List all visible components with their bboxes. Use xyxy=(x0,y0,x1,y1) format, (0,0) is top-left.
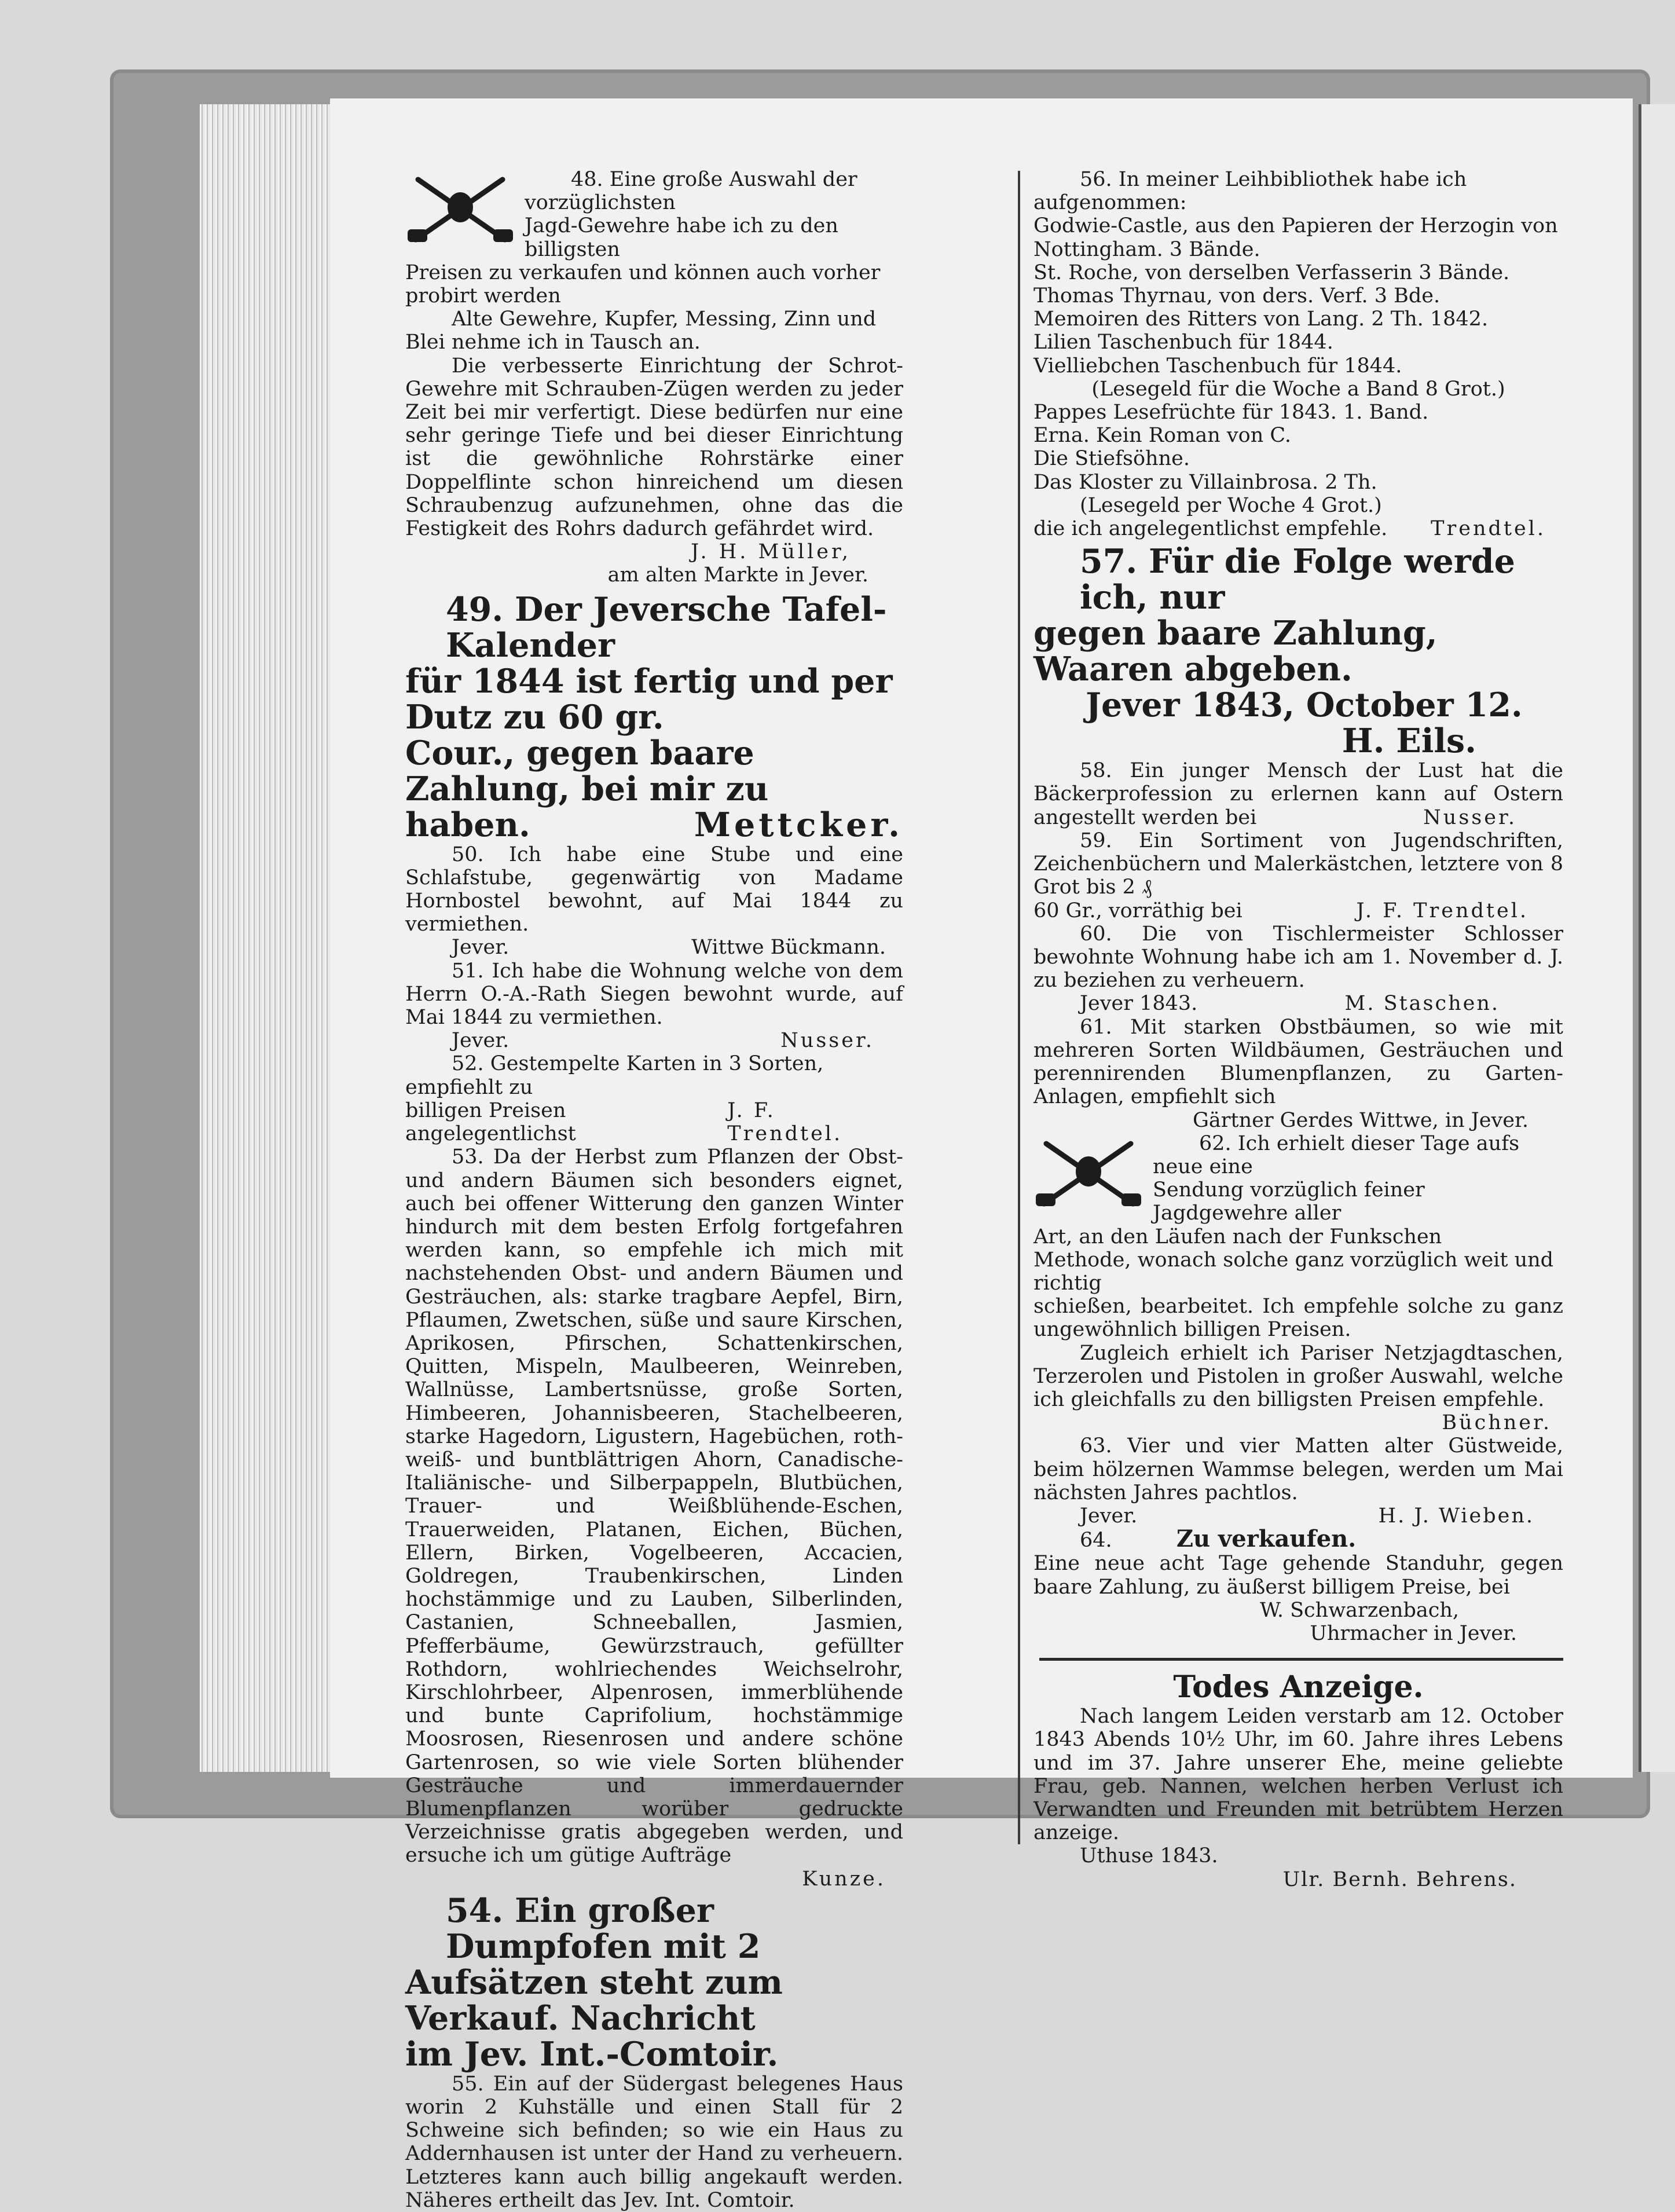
death-notice-text: Nach langem Leiden verstarb am 12. October 1843 Abends 10½ Uhr, im 60. Jahre ihres Lebens und im 37. Jahre unserer Ehe, meine geliebte Frau, geb. Nannen, welchen herben Verlust ich Verwandten und Freunden mit betrübtem Herzen anzeige. xyxy=(1033,1705,1563,1845)
advert-56-line-2: Godwie-Castle, aus den Papieren der Herzogin von xyxy=(1033,214,1558,238)
advert-61-signature: Gärtner Gerdes Wittwe, in Jever. xyxy=(1192,1108,1529,1132)
advert-50-place: Jever. xyxy=(452,936,510,959)
advert-62-rest: schießen, bearbeitet. Ich empfehle solche zu ganz ungewöhnlich billigen Preisen. xyxy=(1033,1295,1563,1342)
advert-63-place: Jever. xyxy=(1080,1504,1138,1528)
advert-49 xyxy=(405,589,903,844)
advert-52-line-1: 52. Gestempelte Karten in 3 Sorten, empfiehlt zu xyxy=(405,1052,824,1099)
advert-56-line-4: St. Roche, von derselben Verfasserin 3 Bände. xyxy=(1033,261,1510,284)
advert-63 xyxy=(1033,1434,1563,1528)
advert-62 xyxy=(1033,1132,1563,1435)
advert-52-line-2: billigen Preisen angelegentlichst xyxy=(405,1098,576,1146)
advert-62-line-3: Art, an den Läufen nach der Funkschen xyxy=(1033,1225,1442,1248)
advert-54-line-3: im Jev. Int.-Comtoir. xyxy=(405,2034,779,2074)
advert-59-price: 60 Gr., vorräthig bei xyxy=(1033,899,1242,922)
advert-50 xyxy=(405,843,903,959)
section-divider xyxy=(1039,1658,1563,1661)
advert-59-signature: J. F. Trendtel. xyxy=(1356,899,1529,922)
advert-56-line-7: Lilien Taschenbuch für 1844. xyxy=(1033,331,1333,354)
advert-48-para-2: Alte Gewehre, Kupfer, Messing, Zinn und Blei nehme ich in Tausch an. xyxy=(405,307,877,354)
advert-61 xyxy=(1033,1016,1563,1132)
advert-55 xyxy=(405,2072,903,2212)
advert-58 xyxy=(1033,759,1563,829)
advert-51-place: Jever. xyxy=(452,1029,510,1053)
advert-60-place: Jever 1843. xyxy=(1080,992,1198,1016)
advert-57-line-2: gegen baare Zahlung, Waaren abgeben. xyxy=(1033,614,1438,689)
advert-57-line-3: Jever 1843, October 12. xyxy=(1086,686,1523,725)
advert-48-line-3: Preisen zu verkaufen und können auch vorher xyxy=(405,261,881,284)
advert-57-signature: H. Eils. xyxy=(1342,722,1476,761)
advert-64-text: Eine neue acht Tage gehende Standuhr, gegen baare Zahlung, zu äußerst billigem Preise, bei xyxy=(1033,1552,1563,1599)
advert-53-signature: Kunze. xyxy=(802,1867,886,1891)
advert-54-line-2: Aufsätzen steht zum Verkauf. Nachricht xyxy=(405,1962,783,2038)
advert-50-text: 50. Ich habe eine Stube und eine Schlafstube, gegenwärtig von Madame Hornbostel bewohnt, auf Mai 1844 zu vermiethen. xyxy=(405,843,903,936)
advert-48-address: am alten Markte in Jever. xyxy=(607,563,868,587)
advert-64-signature: W. Schwarzenbach, xyxy=(1259,1598,1459,1622)
advert-49-line-4: haben. xyxy=(405,805,530,844)
advert-53 xyxy=(405,1145,903,1891)
advert-56-fee-1: (Lesegeld für die Woche a Band 8 Grot.) xyxy=(1091,377,1505,401)
advert-48-signature: J. H. Müller, xyxy=(691,540,851,564)
advert-56-fee-2: (Lesegeld per Woche 4 Grot.) xyxy=(1080,493,1382,517)
right-column xyxy=(1033,168,1563,1891)
advert-56-line-12: Das Kloster zu Villainbrosa. 2 Th. xyxy=(1033,470,1377,494)
advert-56-line-9: Pappes Lesefrüchte für 1843. 1. Band. xyxy=(1033,401,1429,424)
advert-54-line-1: 54. Ein großer Dumpfofen mit 2 xyxy=(446,1891,761,1966)
advert-56-line-1: 56. In meiner Leihbibliothek habe ich aufgenommen: xyxy=(1033,168,1467,215)
advert-64-occupation: Uhrmacher in Jever. xyxy=(1310,1621,1517,1645)
advert-56-closing: die ich angelegentlichst empfehle. xyxy=(1033,517,1388,541)
advert-50-signature: Wittwe Bückmann. xyxy=(691,936,886,959)
advert-53-text: 53. Da der Herbst zum Pflanzen der Obst- und andern Bäumen sich besonders eignet, auch bei offener Witterung den ganzen Winter hindurch mit dem besten Erfolg fortgefahren werden kann, so empfehle ich mich mit nachstehenden Obst- und andern Bäumen und Gesträuchen, als: starke tragbare Aepfel, Birn, Pflaumen, Zwetschen, süße und saure Kirschen, Aprikosen, Pfirschen, Schattenkirschen, Quitten, Mispeln, Maulbeeren, Weinreben, Wallnüsse, Lambertsnüsse, große Sorten, Himbeeren, Johannisbeeren, Stachelbeeren, starke Hagedorn, Ligustern, Hagebüchen, roth- weiß- und buntblättrigen Ahorn, Canadische- Italiänische- und Silberpappeln, Blutbüchen, Trauer- und Weißblühende-Eschen, Trauerweiden, Platanen, Eichen, Büchen, Ellern, Birken, Vogelbeeren, Accacien, Goldregen, Traubenkirschen, Linden hochstämmige und zu Lauben, Silberlinden, Castanien, Schneeballen, Jasmien, Pfefferbäume, Gewürzstrauch, gefüllter Rothdorn, wohlriechendes Weichselrohr, Kirschlohrbeer, Alpenrosen, immerblühende und bunte Caprifolium, hochstämmige Moosrosen, Riesenrosen und andere schöne Gartenrosen, so wie viele Sorten blühender Gesträuche und immerdauernder Blumenpflanzen worüber gedruckte Verzeichnisse gratis abgegeben werden, und ersuche ich um gütige Aufträge xyxy=(405,1145,903,1867)
advert-55-text: 55. Ein auf der Südergast belegenes Haus worin 2 Kuhställe und einen Stall für 2 Schweine sich befinden; so wie ein Haus zu Addernhausen ist unter der Hand zu verheuern. Letzteres kann auch billig angekauft werden. Näheres ertheilt das Jev. Int. Comtoir. xyxy=(405,2072,903,2212)
advert-56-line-6: Memoiren des Ritters von Lang. 2 Th. 1842. xyxy=(1033,307,1489,331)
advert-57-line-1: 57. Für die Folge werde ich, nur xyxy=(1080,542,1515,617)
advert-64-number: 64. xyxy=(1080,1529,1112,1552)
death-notice-heading: Todes Anzeige. xyxy=(1173,1669,1424,1705)
advert-56-signature: Trendtel. xyxy=(1431,517,1546,541)
advert-62-line-4: Methode, wonach solche ganz vorzüglich weit und richtig xyxy=(1033,1248,1554,1295)
advert-48 xyxy=(405,168,903,587)
advert-51-signature: Nusser. xyxy=(780,1029,874,1053)
advert-49-line-1: 49. Der Jeversche Tafel-Kalender xyxy=(446,589,887,665)
advert-62-line-2: Sendung vorzüglich feiner Jagdgewehre aller xyxy=(1153,1178,1425,1225)
advert-56-line-8: Vielliebchen Taschenbuch für 1844. xyxy=(1033,354,1402,378)
crossed-rifles-icon xyxy=(1033,1136,1143,1211)
advert-64-title: Zu verkaufen. xyxy=(1176,1525,1357,1553)
advert-54 xyxy=(405,1893,903,2072)
advert-49-signature: Mettcker. xyxy=(694,805,903,844)
advert-56-line-3: Nottingham. 3 Bände. xyxy=(1033,237,1260,261)
advert-63-text: 63. Vier und vier Matten alter Güstweide, beim hölzernen Wammse belegen, werden um Mai nächsten Jahres pachtlos. xyxy=(1033,1434,1563,1504)
advert-56-line-5: Thomas Thyrnau, von ders. Verf. 3 Bde. xyxy=(1033,284,1441,308)
advert-48-line-2: Jagd-Gewehre habe ich zu den billigsten xyxy=(525,214,838,261)
advert-56-line-11: Die Stiefsöhne. xyxy=(1033,447,1190,471)
newspaper-page xyxy=(330,98,1633,2212)
advert-51-text: 51. Ich habe die Wohnung welche von dem Herrn O.-A.-Rath Siegen bewohnt wurde, auf Mai 1844 zu vermiethen. xyxy=(405,959,903,1030)
advert-57 xyxy=(1033,544,1563,759)
left-column xyxy=(405,168,903,2212)
advert-49-line-3: Cour., gegen baare Zahlung, bei mir zu xyxy=(405,733,769,808)
death-notice xyxy=(1033,1670,1563,1891)
advert-58-signature: Nusser. xyxy=(1423,805,1517,829)
advert-49-line-2: für 1844 ist fertig und per Dutz zu 60 gr. xyxy=(405,661,893,737)
advert-62-signature: Büchner. xyxy=(1442,1411,1552,1435)
death-notice-place: Uthuse 1843. xyxy=(1080,1844,1218,1868)
death-notice-signature: Ulr. Bernh. Behrens. xyxy=(1282,1867,1517,1891)
advert-48-para-3: Die verbesserte Einrichtung der Schrot-Gewehre mit Schrauben-Zügen werden zu jeder Zeit bei mir verfertigt. Diese bedürfen nur eine sehr geringe Tiefe und bei dieser Einrichtung ist die gewöhnliche Rohrstärke einer Doppelflinte schon hinreichend um diesen Schraubenzug aufzunehmen, ohne das die Festigkeit des Rohrs dadurch gefährdet wird. xyxy=(405,354,903,541)
advert-59 xyxy=(1033,829,1563,922)
next-page-edge xyxy=(1639,104,1675,1772)
advert-52 xyxy=(405,1052,903,1145)
advert-59-text: 59. Ein Sortiment von Jugendschriften, Zeichenbüchern und Malerkästchen, letztere von 8 Grot bis 2 ₰ xyxy=(1033,829,1563,899)
advert-60 xyxy=(1033,922,1563,1016)
advert-52-signature: J. F. Trendtel. xyxy=(727,1098,843,1146)
advert-62-line-1: 62. Ich erhielt dieser Tage aufs neue eine xyxy=(1153,1131,1520,1178)
crossed-rifles-icon xyxy=(405,171,515,247)
advert-48-line-4: probirt werden xyxy=(405,284,561,308)
advert-60-text: 60. Die von Tischlermeister Schlosser bewohnte Wohnung habe ich am 1. November d. J. zu beziehen zu verheuern. xyxy=(1033,922,1563,993)
advert-51 xyxy=(405,959,903,1053)
advert-56 xyxy=(1033,168,1563,540)
column-rule xyxy=(1018,171,1020,1844)
advert-63-signature: H. J. Wieben. xyxy=(1378,1504,1534,1528)
advert-60-signature: M. Staschen. xyxy=(1344,992,1500,1016)
advert-61-text: 61. Mit starken Obstbäumen, so wie mit mehreren Sorten Wildbäumen, Gesträuchen und perennirenden Blumenpflanzen, zu Garten-Anlagen, empfiehlt sich xyxy=(1033,1015,1563,1109)
page-edges xyxy=(200,104,335,1772)
advert-64 xyxy=(1033,1525,1563,1645)
advert-62-para-2: Zugleich erhielt ich Pariser Netzjagdtaschen, Terzerolen und Pistolen in großer Auswahl, welche ich gleichfalls zu den billigsten Preisen empfehle. xyxy=(1033,1341,1563,1411)
advert-58-text: 58. Ein junger Mensch der Lust hat die Bäckerprofession zu erlernen kann auf Ostern angestellt werden bei xyxy=(1033,759,1563,829)
advert-48-line-1: 48. Eine große Auswahl der vorzüglichsten xyxy=(525,168,857,215)
advert-56-line-10: Erna. Kein Roman von C. xyxy=(1033,424,1292,448)
